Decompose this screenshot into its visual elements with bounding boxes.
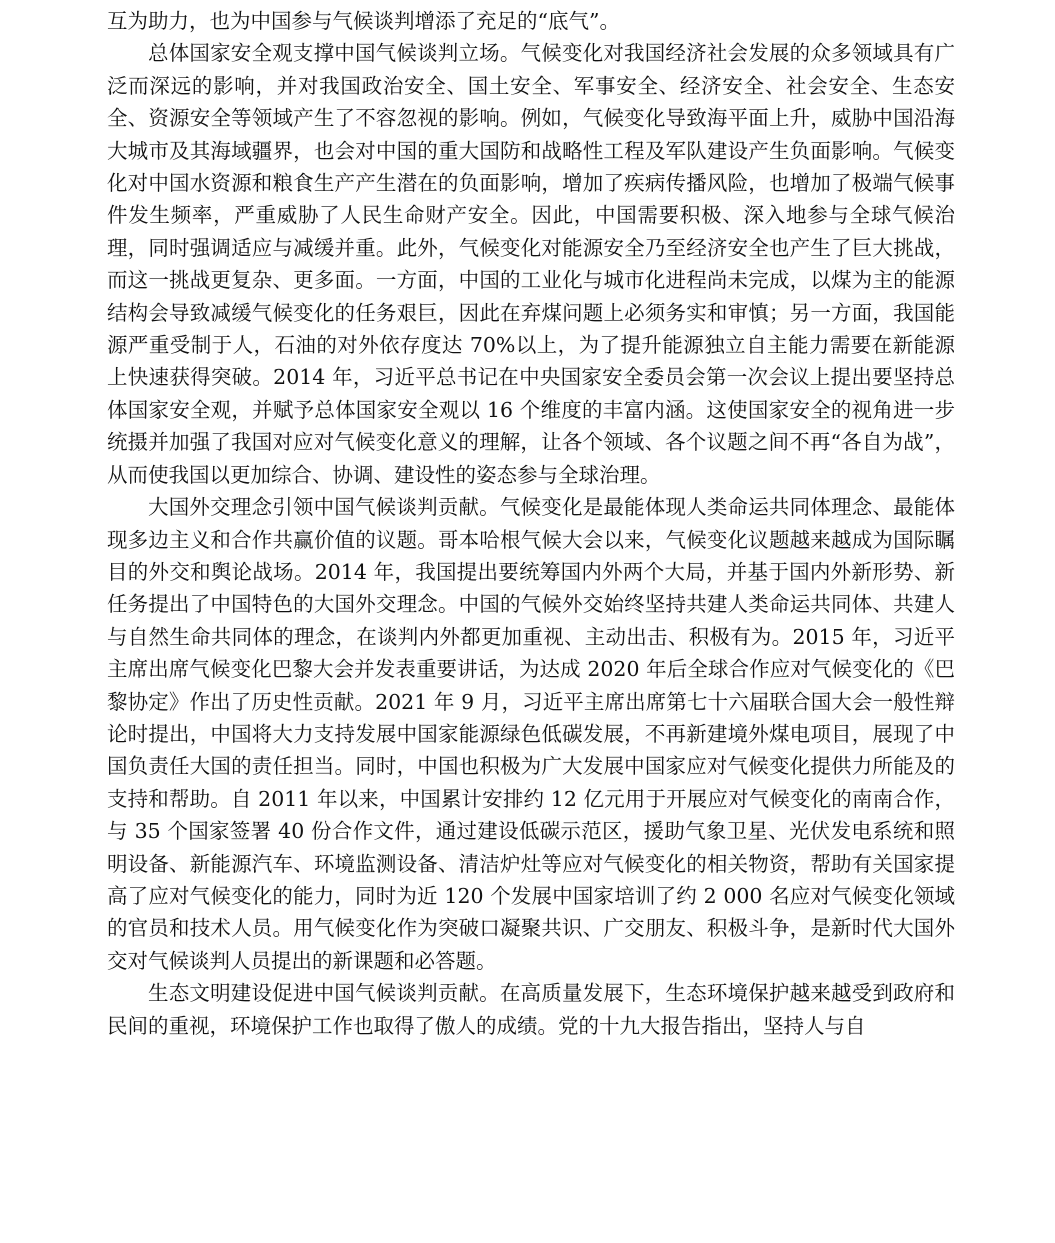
paragraph-continuation: 互为助力，也为中国参与气候谈判增添了充足的“底气”。 [107, 9, 620, 33]
document-page [107, 5, 955, 1042]
paragraph-national-security: 总体国家安全观支撑中国气候谈判立场。气候变化对我国经济社会发展的众多领域具有广泛而深远的影响，并对我国政治安全、国土安全、军事安全、经济安全、社会安全、生态安全、资源安全等领域产生了不容忽视的影响。例如，气候变化导致海平面上升，威胁中国沿海大城市及其海域疆界，也会对中国的重大国防和战略性工程及军队建设产生负面影响。气候变化对中国水资源和粮食生产产生潜在的负面影响，增加了疾病传播风险，也增加了极端气候事件发生频率，严重威胁了人民生命财产安全。因此，中国需要积极、深入地参与全球气候治理，同时强调适应与减缓并重。此外，气候变化对能源安全乃至经济安全也产生了巨大挑战，而这一挑战更复杂、更多面。一方面，中国的工业化与城市化进程尚未完成，以煤为主的能源结构会导致减缓气候变化的任务艰巨，因此在弃煤问题上必须务实和审慎；另一方面，我国能源严重受制于人，石油的对外依存度达 70%以上，为了提升能源独立自主能力需要在新能源上快速获得突破。2014 年，习近平总书记在中央国家安全委员会第一次会议上提出要坚持总体国家安全观，并赋予总体国家安全观以 16 个维度的丰富内涵。这使国家安全的视角进一步统摄并加强了我国对应对气候变化意义的理解，让各个领域、各个议题之间不再“各自为战”，从而使我国以更加综合、协调、建设性的姿态参与全球治理。 [107, 41, 955, 487]
paragraph-major-country-diplomacy: 大国外交理念引领中国气候谈判贡献。气候变化是最能体现人类命运共同体理念、最能体现多边主义和合作共赢价值的议题。哥本哈根气候大会以来，气候变化议题越来越成为国际瞩目的外交和舆论战场。2014 年，我国提出要统筹国内外两个大局，并基于国内外新形势、新任务提出了中国特色的大国外交理念。中国的气候外交始终坚持共建人类命运共同体、共建人与自然生命共同体的理念，在谈判内外都更加重视、主动出击、积极有为。2015 年，习近平主席出席气候变化巴黎大会并发表重要讲话，为达成 2020 年后全球合作应对气候变化的《巴黎协定》作出了历史性贡献。2021 年 9 月，习近平主席出席第七十六届联合国大会一般性辩论时提出，中国将大力支持发展中国家能源绿色低碳发展，不再新建境外煤电项目，展现了中国负责任大国的责任担当。同时，中国也积极为广大发展中国家应对气候变化提供力所能及的支持和帮助。自 2011 年以来，中国累计安排约 12 亿元用于开展应对气候变化的南南合作，与 35 个国家签署 40 份合作文件，通过建设低碳示范区，援助气象卫星、光伏发电系统和照明设备、新能源汽车、环境监测设备、清洁炉灶等应对气候变化的相关物资，帮助有关国家提高了应对气候变化的能力，同时为近 120 个发展中国家培训了约 2 000 名应对气候变化领域的官员和技术人员。用气候变化作为突破口凝聚共识、广交朋友、积极斗争，是新时代大国外交对气候谈判人员提出的新课题和必答题。 [107, 495, 955, 973]
paragraph-ecological-civilization: 生态文明建设促进中国气候谈判贡献。在高质量发展下，生态环境保护越来越受到政府和民间的重视，环境保护工作也取得了傲人的成绩。党的十九大报告指出，坚持人与自 [107, 981, 955, 1038]
